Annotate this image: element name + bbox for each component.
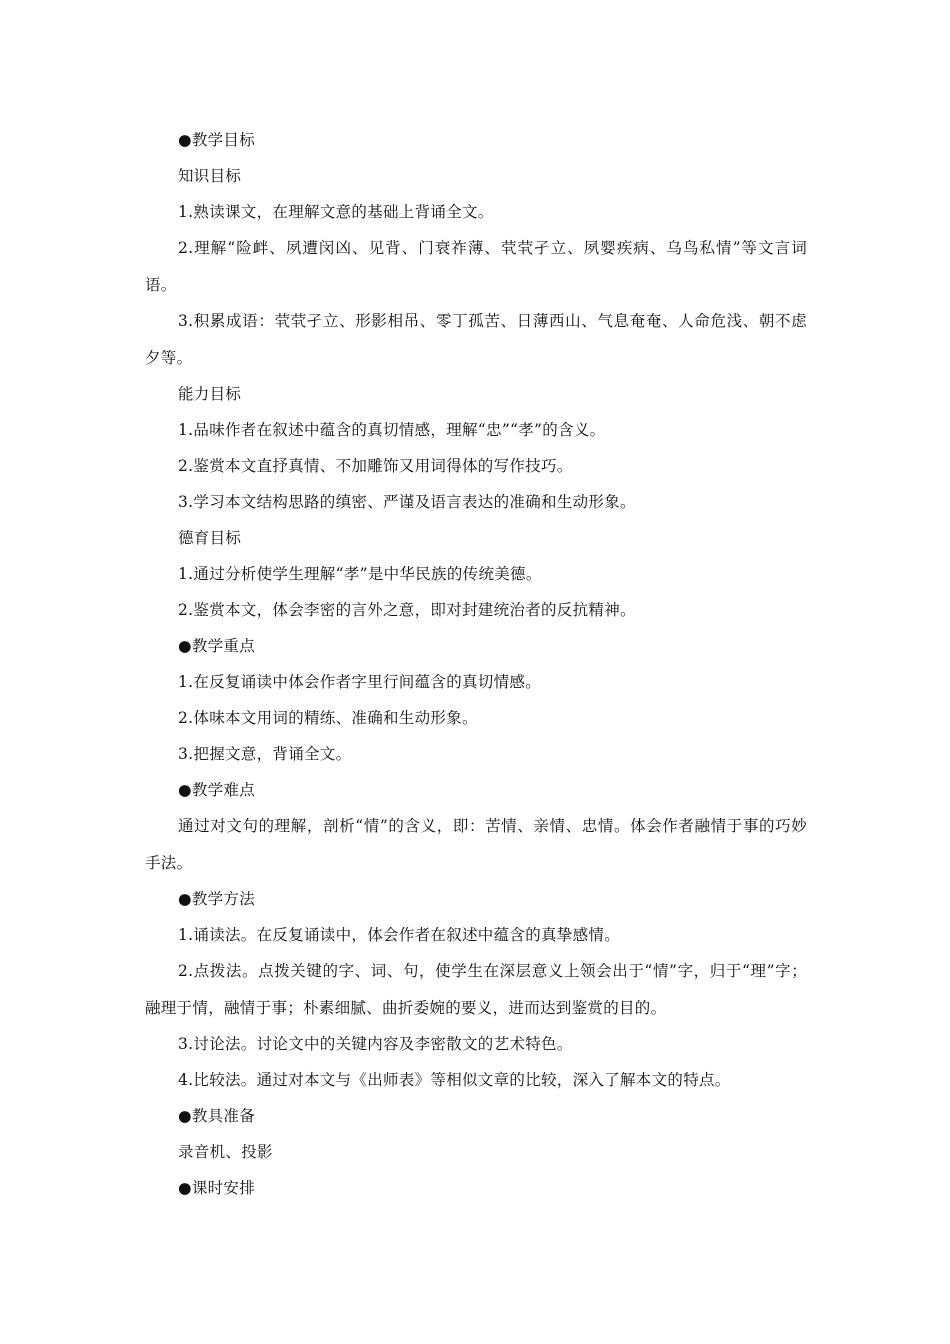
key-point-1: 1.在反复诵读中体会作者字里行间蕴含的真切情感。 [178, 673, 541, 691]
method-3: 3.讨论法。讨论文中的关键内容及李密散文的艺术特色。 [178, 1035, 573, 1053]
knowledge-goal-2: 2.理解“险衅、夙遭闵凶、见背、门衰祚薄、茕茕孑立、夙婴疾病、乌鸟私情”等文言词语。 [145, 239, 807, 294]
section-heading-methods: ●教学方法 [178, 890, 256, 908]
section-heading-schedule: ●课时安排 [178, 1179, 256, 1197]
method-1: 1.诵读法。在反复诵读中，体会作者在叙述中蕴含的真挚感情。 [178, 926, 620, 944]
section-heading-teaching-aids: ●教具准备 [178, 1107, 256, 1125]
key-point-3: 3.把握文意，背诵全文。 [178, 745, 352, 763]
method-4: 4.比较法。通过对本文与《出师表》等相似文章的比较，深入了解本文的特点。 [178, 1071, 731, 1089]
moral-goal-2: 2.鉴赏本文，体会李密的言外之意，即对封建统治者的反抗精神。 [178, 601, 636, 619]
knowledge-goal-1: 1.熟读课文，在理解文意的基础上背诵全文。 [178, 203, 494, 221]
section-heading-key-points: ●教学重点 [178, 637, 256, 655]
section-heading-teaching-goals: ●教学目标 [178, 131, 256, 149]
difficulty-paragraph: 通过对文句的理解，剖析“情”的含义，即：苦情、亲情、忠情。体会作者融情于事的巧妙手法。 [145, 817, 807, 872]
document-body [145, 122, 807, 1206]
ability-goal-3: 3.学习本文结构思路的缜密、严谨及语言表达的准确和生动形象。 [178, 493, 636, 511]
moral-goal-1: 1.通过分析使学生理解“孝”是中华民族的传统美德。 [178, 565, 542, 583]
ability-goal-2: 2.鉴赏本文直抒真情、不加雕饰又用词得体的写作技巧。 [178, 457, 573, 475]
ability-goal-1: 1.品味作者在叙述中蕴含的真切情感，理解“忠”“孝”的含义。 [178, 421, 606, 439]
subheading-knowledge-goals: 知识目标 [178, 167, 242, 185]
teaching-aids-text: 录音机、投影 [178, 1143, 273, 1161]
key-point-2: 2.体味本文用词的精练、准确和生动形象。 [178, 709, 478, 727]
section-heading-difficulties: ●教学难点 [178, 781, 256, 799]
method-2: 2.点拨法。点拨关键的字、词、句，使学生在深层意义上领会出于“情”字，归于“理”字；融理于情，融情于事；朴素细腻、曲折委婉的要义，进而达到鉴赏的目的。 [145, 962, 807, 1017]
knowledge-goal-3: 3.积累成语：茕茕孑立、形影相吊、零丁孤苦、日薄西山、气息奄奄、人命危浅、朝不虑夕等。 [145, 312, 807, 367]
subheading-moral-goals: 德育目标 [178, 529, 242, 547]
subheading-ability-goals: 能力目标 [178, 385, 242, 403]
